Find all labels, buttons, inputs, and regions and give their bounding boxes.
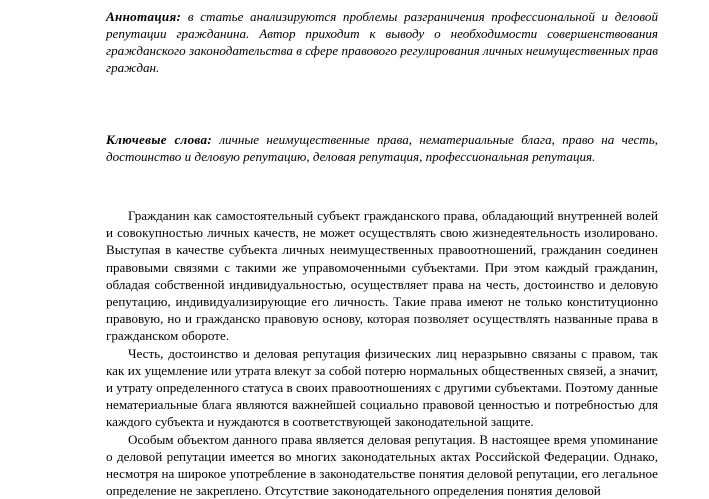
keywords [106,131,658,165]
body-paragraph-2: Честь, достоинство и деловая репутация физических лиц неразрывно связаны с правом, так как их ущемление или утрата влекут за собой потерю нормальных общественных связей, а значит, и утрату определенного статуса в своих правоотношениях с другими субъектами. Поэтому данные нематериальные блага являются важнейшей социально правовой ценностью и потребностью для каждого субъекта и нуждаются в соответствующей законодательной защите. [106,345,658,430]
body-paragraph-3: Особым объектом данного права является деловая репутация. В настоящее время упоминание о деловой репутации имеется во многих законодательных актах Российской Федерации. Однако, несмотря на широкое употребление в законодательстве понятия деловой репутации, его легальное определение не закреплено. Отсутствие законодательного определения понятия деловой [106,431,658,499]
body-text [106,207,658,499]
keywords-label: Ключевые слова: [106,132,212,147]
abstract [106,8,658,76]
abstract-label: Аннотация: [106,9,182,24]
keywords-text: личные неимущественные права, нематериальные блага, право на честь, достоинство и деловую репутацию, деловая репутация, профессиональная репутация. [106,132,658,164]
body-paragraph-1: Гражданин как самостоятельный субъект гражданского права, обладающий внутренней волей и совокупностью личных качеств, не может осуществлять свою жизнедеятельность изолировано. Выступая в качестве субъекта личных неимущественных правоотношений, гражданин соединен правовыми связями с такими же управомоченными субъектами. При этом каждый гражданин, обладая собственной индивидуальностью, осуществляет права на честь, достоинство и деловую репутацию, индивидуализирующие его личность. Такие права имеют не только конституционно правовую, но и гражданско правовую основу, которая позволяет осуществлять названные права в гражданском обороте. [106,208,658,344]
abstract-text: в статье анализируются проблемы разграничения профессиональной и деловой репутации гражданина. Автор приходит к выводу о необходимости совершенствования гражданского законодательства в сфере правового регулирования личных неимущественных прав граждан. [106,9,658,75]
